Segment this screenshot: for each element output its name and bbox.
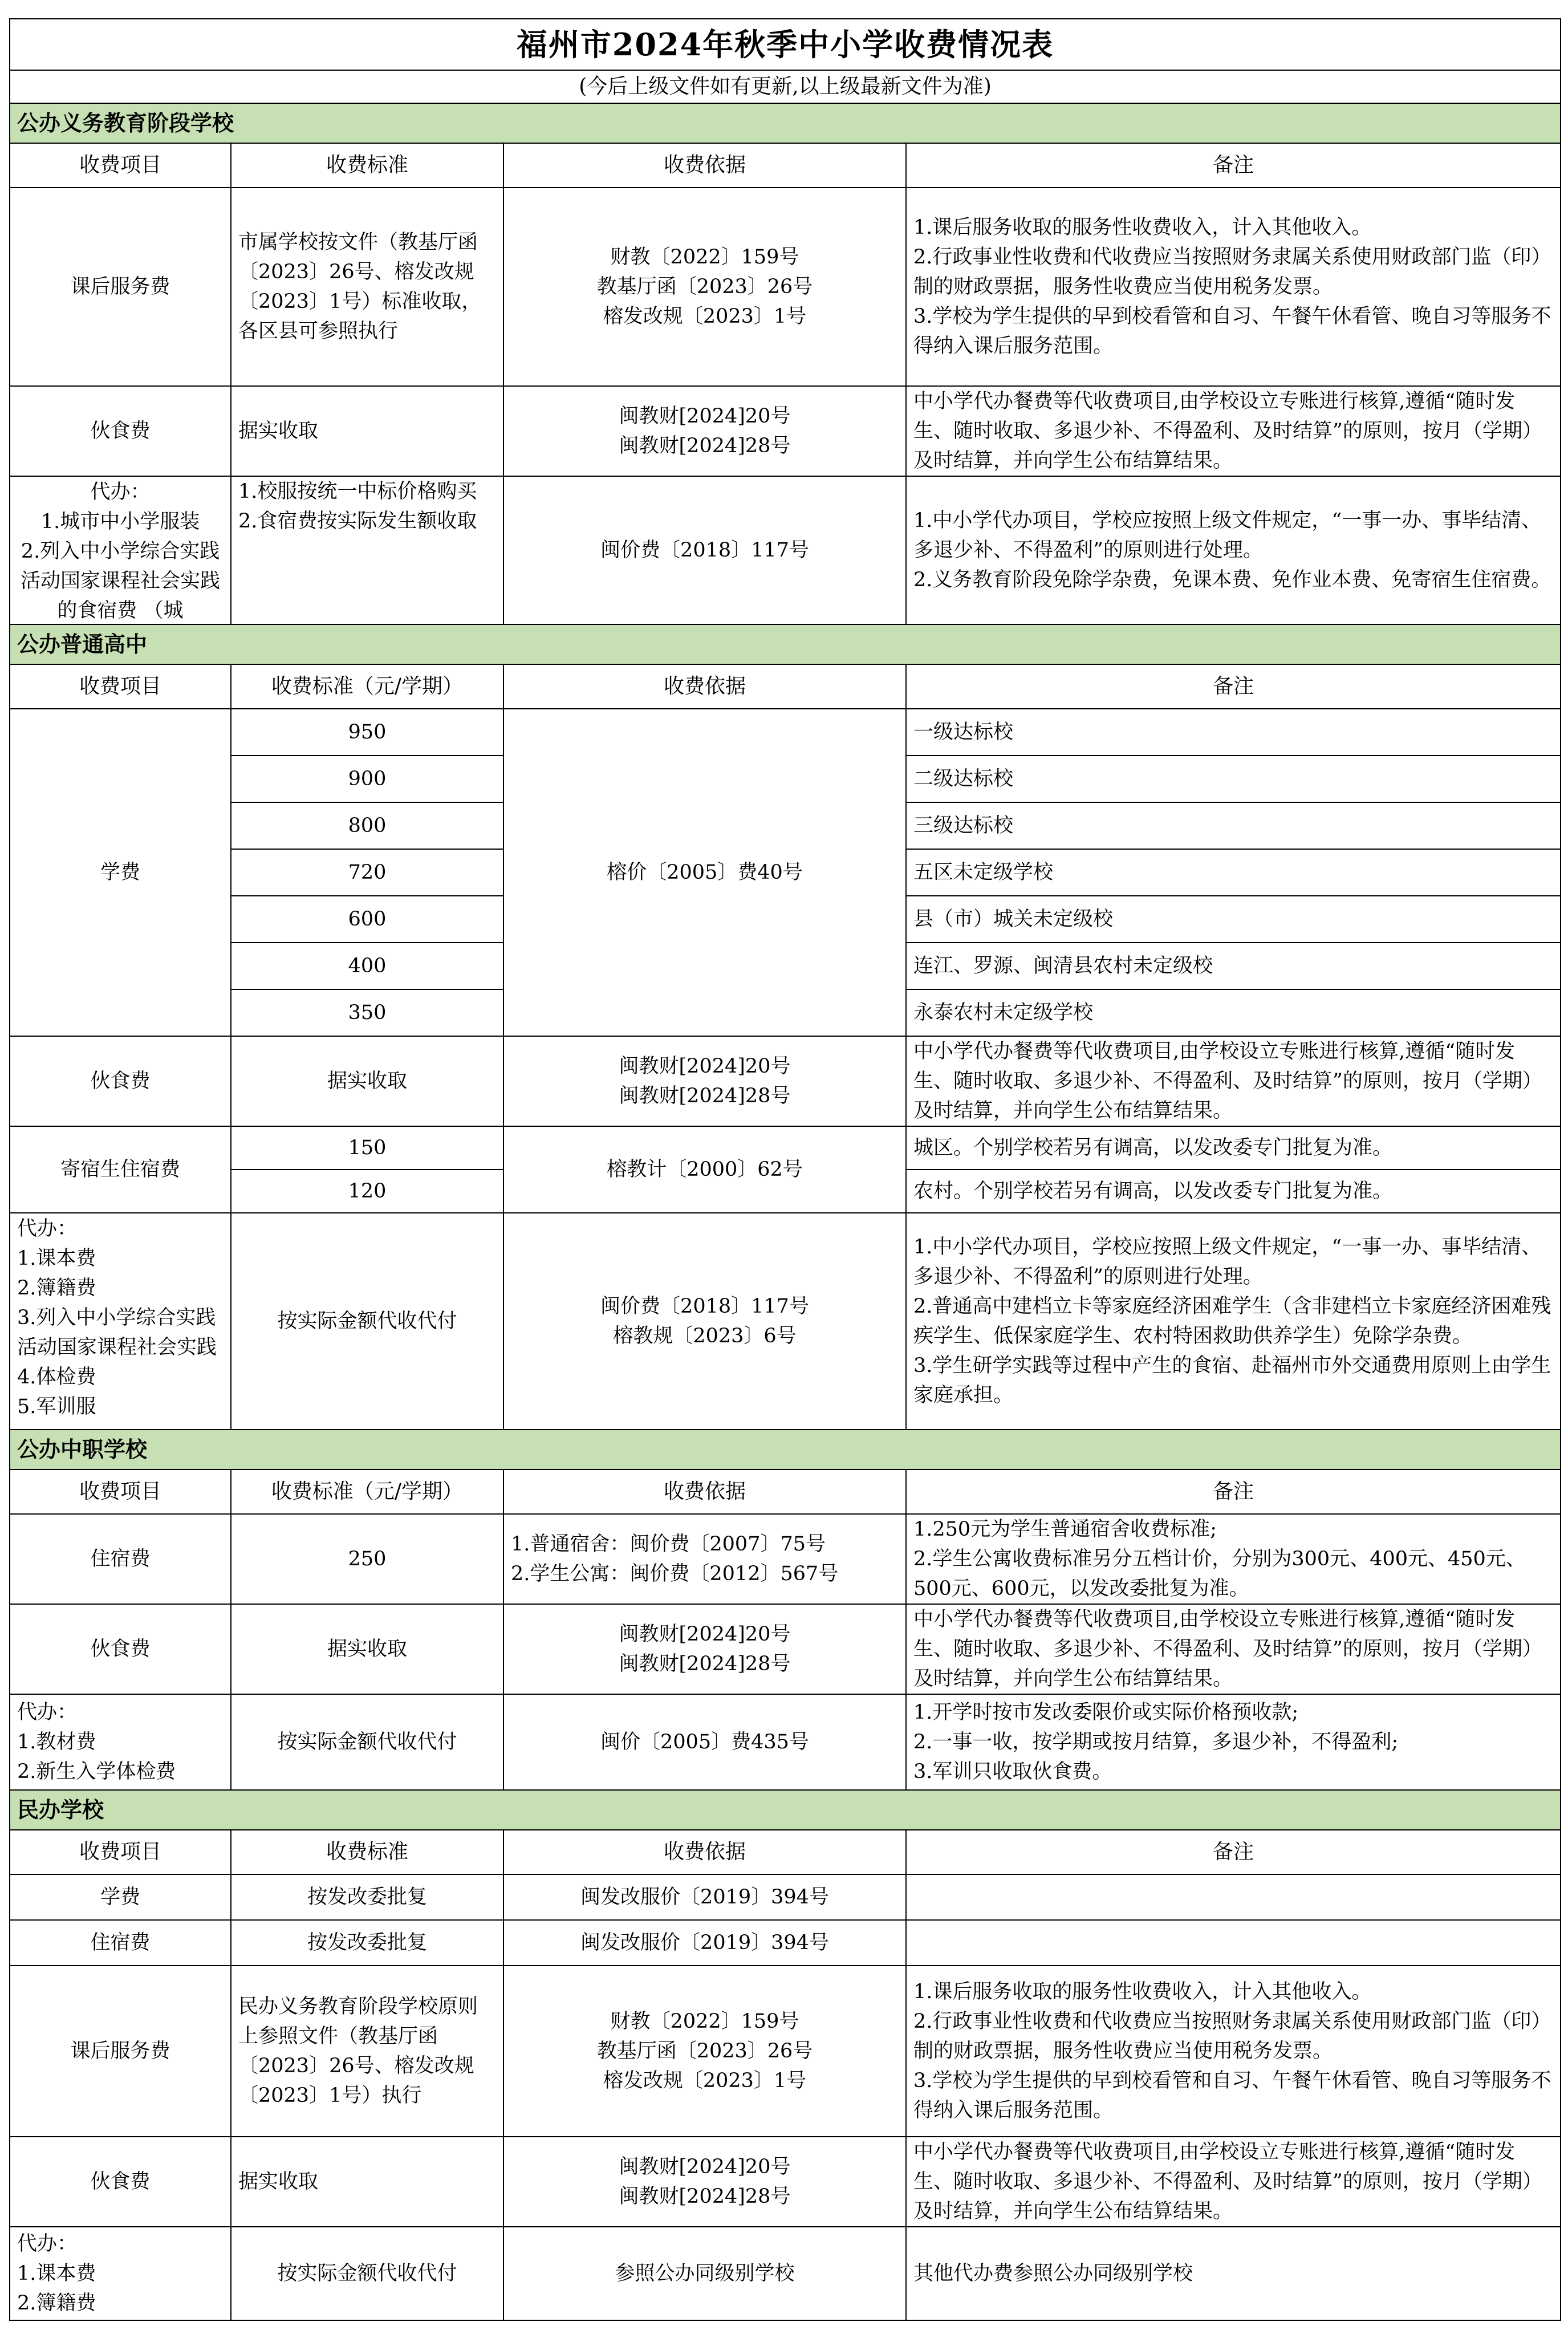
section-title-public-compulsory: 公办义务教育阶段学校 [10,103,1561,143]
fee-amount: 350 [231,989,503,1036]
section-title-public-vocational: 公办中职学校 [10,1430,1561,1470]
fee-item: 课后服务费 [10,188,231,386]
fee-note [906,1920,1561,1966]
fee-note: 中小学代办餐费等代收费项目,由学校设立专账进行核算,遵循“随时发生、随时收取、多退少补、不得盈利、及时结算”的原则，按月（学期）及时结算，并向学生公布结算结果。 [906,1604,1561,1694]
fee-item: 代办： 1.城市中小学服装 2.列入中小学综合实践活动国家课程社会实践的食宿费 （城 [10,476,231,624]
column-header: 收费标准 [231,143,503,188]
column-header: 收费项目 [10,1470,231,1514]
fee-basis: 闽教财[2024]20号 闽教财[2024]28号 [503,1604,906,1694]
fee-note: 中小学代办餐费等代收费项目,由学校设立专账进行核算,遵循“随时发生、随时收取、多退少补、不得盈利、及时结算”的原则，按月（学期）及时结算，并向学生公布结算结果。 [906,386,1561,476]
table-header-row [10,664,1561,709]
column-header: 收费标准 [231,1830,503,1874]
column-header: 收费依据 [503,1470,906,1514]
fee-standard: 据实收取 [231,1604,503,1694]
fee-basis: 榕价〔2005〕费40号 [503,709,906,1036]
fee-note: 1.250元为学生普通宿舍收费标准; 2.学生公寓收费标准另分五档计价，分别为300元、400元、450元、500元、600元，以发改委批复为准。 [906,1514,1561,1604]
fee-standard: 1.校服按统一中标价格购买 2.食宿费按实际发生额收取 [231,476,503,624]
column-header: 收费标准（元/学期） [231,664,503,709]
table-row [10,2137,1561,2227]
fee-basis: 闽价费〔2018〕117号 榕教规〔2023〕6号 [503,1213,906,1430]
column-header: 备注 [906,1470,1561,1514]
table-row [10,476,1561,624]
fee-item: 住宿费 [10,1920,231,1966]
table-row [10,1604,1561,1694]
fee-standard: 按发改委批复 [231,1920,503,1966]
fee-note: 城区。个别学校若另有调高，以发改委专门批复为准。 [906,1126,1561,1170]
fee-basis: 参照公办同级别学校 [503,2227,906,2320]
column-header: 收费依据 [503,664,906,709]
fee-note: 1.开学时按市发改委限价或实际价格预收款; 2.一事一收，按学期或按月结算，多退少补，不得盈利; 3.军训只收取伙食费。 [906,1694,1561,1790]
fee-standard: 据实收取 [231,1036,503,1126]
column-header: 收费标准（元/学期） [231,1470,503,1514]
table-row [10,188,1561,386]
fee-note: 永泰农村未定级学校 [906,989,1561,1036]
fee-note: 农村。个别学校若另有调高，以发改委专门批复为准。 [906,1170,1561,1213]
fee-table [9,18,1561,2321]
column-header: 收费项目 [10,1830,231,1874]
table-header-row [10,1830,1561,1874]
table-row [10,2227,1561,2320]
table-row [10,386,1561,476]
section-title-private-schools: 民办学校 [10,1790,1561,1830]
fee-amount: 150 [231,1126,503,1170]
fee-note: 连江、罗源、闽清县农村未定级校 [906,943,1561,989]
table-row [10,1126,1561,1170]
fee-note: 三级达标校 [906,802,1561,849]
fee-standard: 按实际金额代收代付 [231,2227,503,2320]
fee-note: 县（市）城关未定级校 [906,896,1561,943]
fee-basis: 闽价费〔2018〕117号 [503,476,906,624]
fee-standard: 民办义务教育阶段学校原则上参照文件（教基厅函〔2023〕26号、榕发改规〔2023〕1号）执行 [231,1966,503,2137]
column-header: 收费依据 [503,1830,906,1874]
column-header: 备注 [906,1830,1561,1874]
fee-basis: 闽教财[2024]20号 闽教财[2024]28号 [503,386,906,476]
fee-basis: 1.普通宿舍：闽价费〔2007〕75号 2.学生公寓：闽价费〔2012〕567号 [503,1514,906,1604]
fee-basis: 闽价〔2005〕费435号 [503,1694,906,1790]
table-row [10,1920,1561,1966]
fee-table-sheet [9,18,1560,2321]
column-header: 收费项目 [10,664,231,709]
fee-amount: 720 [231,849,503,896]
fee-standard: 据实收取 [231,2137,503,2227]
fee-item: 伙食费 [10,1036,231,1126]
table-row [10,1874,1561,1920]
column-header: 收费项目 [10,143,231,188]
fee-item: 学费 [10,1874,231,1920]
fee-note: 五区未定级学校 [906,849,1561,896]
fee-note: 中小学代办餐费等代收费项目,由学校设立专账进行核算,遵循“随时发生、随时收取、多退少补、不得盈利、及时结算”的原则，按月（学期）及时结算，并向学生公布结算结果。 [906,1036,1561,1126]
fee-item: 住宿费 [10,1514,231,1604]
fee-standard: 250 [231,1514,503,1604]
section-title-public-high-school: 公办普通高中 [10,624,1561,664]
table-header-row [10,1470,1561,1514]
fee-basis: 财教〔2022〕159号 教基厅函〔2023〕26号 榕发改规〔2023〕1号 [503,188,906,386]
table-header-row [10,143,1561,188]
table-row [10,1036,1561,1126]
table-row [10,709,1561,756]
table-row [10,1514,1561,1604]
fee-basis: 闽教财[2024]20号 闽教财[2024]28号 [503,1036,906,1126]
fee-amount: 950 [231,709,503,756]
fee-note: 一级达标校 [906,709,1561,756]
fee-basis: 榕教计〔2000〕62号 [503,1126,906,1213]
fee-amount: 900 [231,756,503,802]
fee-item: 代办： 1.课本费 2.簿籍费 [10,2227,231,2320]
fee-item: 代办： 1.教材费 2.新生入学体检费 [10,1694,231,1790]
page-title: 福州市2024年秋季中小学收费情况表 [10,19,1561,70]
fee-note [906,1874,1561,1920]
column-header: 备注 [906,143,1561,188]
fee-standard: 按实际金额代收代付 [231,1694,503,1790]
fee-standard: 据实收取 [231,386,503,476]
fee-basis: 闽发改服价〔2019〕394号 [503,1920,906,1966]
fee-item: 学费 [10,709,231,1036]
fee-item: 伙食费 [10,2137,231,2227]
fee-amount: 120 [231,1170,503,1213]
fee-item: 课后服务费 [10,1966,231,2137]
table-row [10,1213,1561,1430]
table-row [10,1694,1561,1790]
fee-standard: 按实际金额代收代付 [231,1213,503,1430]
fee-note: 1.课后服务收取的服务性收费收入，计入其他收入。 2.行政事业性收费和代收费应当按照财务隶属关系使用财政部门监（印）制的财政票据，服务性收费应当使用税务发票。 3.学校为学生提供的早到校看管和自习、午餐午休看管、晚自习等服务不得纳入课后服务范围。 [906,1966,1561,2137]
fee-standard: 市属学校按文件（教基厅函〔2023〕26号、榕发改规〔2023〕1号）标准收取，各区县可参照执行 [231,188,503,386]
fee-basis: 财教〔2022〕159号 教基厅函〔2023〕26号 榕发改规〔2023〕1号 [503,1966,906,2137]
fee-amount: 600 [231,896,503,943]
fee-amount: 800 [231,802,503,849]
fee-item: 伙食费 [10,1604,231,1694]
fee-note: 1.中小学代办项目，学校应按照上级文件规定，“一事一办、事毕结清、多退少补、不得盈利”的原则进行处理。 2.义务教育阶段免除学杂费，免课本费、免作业本费、免寄宿生住宿费。 [906,476,1561,624]
fee-amount: 400 [231,943,503,989]
table-row [10,1966,1561,2137]
column-header: 收费依据 [503,143,906,188]
fee-note: 1.中小学代办项目，学校应按照上级文件规定，“一事一办、事毕结清、多退少补、不得盈利”的原则进行处理。 2.普通高中建档立卡等家庭经济困难学生（含非建档立卡家庭经济困难残疾学生、低保家庭学生、农村特困救助供养学生）免除学杂费。 3.学生研学实践等过程中产生的食宿、赴福州市外交通费用原则上由学生家庭承担。 [906,1213,1561,1430]
fee-note: 1.课后服务收取的服务性收费收入，计入其他收入。 2.行政事业性收费和代收费应当按照财务隶属关系使用财政部门监（印）制的财政票据，服务性收费应当使用税务发票。 3.学校为学生提供的早到校看管和自习、午餐午休看管、晚自习等服务不得纳入课后服务范围。 [906,188,1561,386]
page-subtitle: (今后上级文件如有更新,以上级最新文件为准) [10,70,1561,103]
fee-standard: 按发改委批复 [231,1874,503,1920]
fee-note: 二级达标校 [906,756,1561,802]
fee-item: 寄宿生住宿费 [10,1126,231,1213]
fee-item: 代办： 1.课本费 2.簿籍费 3.列入中小学综合实践活动国家课程社会实践 4.体检费 5.军训服 [10,1213,231,1430]
fee-note: 其他代办费参照公办同级别学校 [906,2227,1561,2320]
fee-note: 中小学代办餐费等代收费项目,由学校设立专账进行核算,遵循“随时发生、随时收取、多退少补、不得盈利、及时结算”的原则，按月（学期）及时结算，并向学生公布结算结果。 [906,2137,1561,2227]
column-header: 备注 [906,664,1561,709]
fee-basis: 闽教财[2024]20号 闽教财[2024]28号 [503,2137,906,2227]
fee-item: 伙食费 [10,386,231,476]
fee-basis: 闽发改服价〔2019〕394号 [503,1874,906,1920]
